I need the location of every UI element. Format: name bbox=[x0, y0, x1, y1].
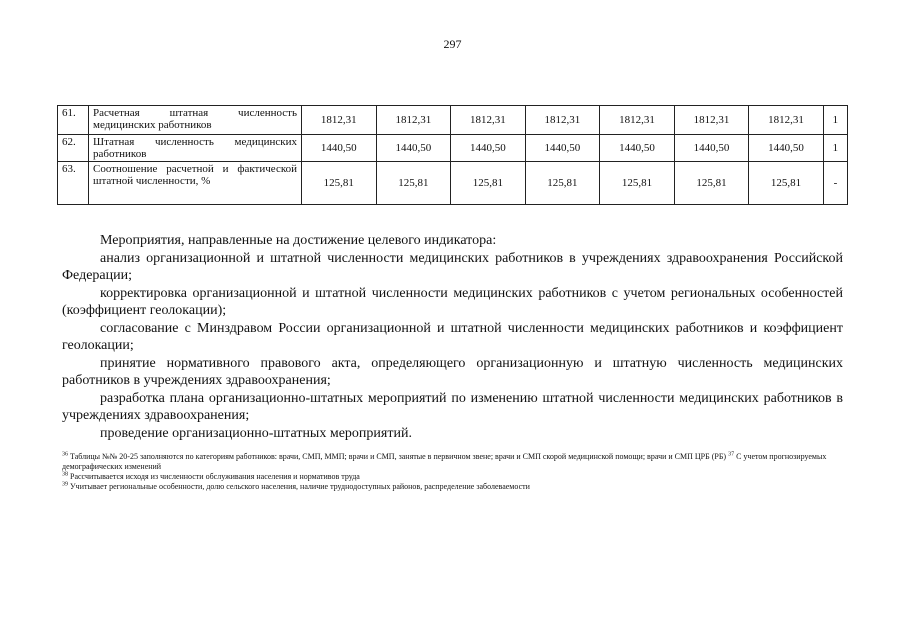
table-cell: 1440,50 bbox=[749, 135, 824, 162]
table-cell: 1440,50 bbox=[451, 135, 526, 162]
footnote-mark: 37 bbox=[728, 451, 735, 458]
table-cell: 1812,31 bbox=[525, 106, 600, 135]
table-cell: 125,81 bbox=[525, 162, 600, 205]
footnote-text: Учитывает региональные особенности, долю сельского населения, наличие труднодоступных районов, распределение заболеваемости bbox=[70, 482, 530, 491]
paragraph: принятие нормативного правового акта, определяющего организационную и штатную численность медицинских работников в учреждениях здравоохранения; bbox=[62, 355, 843, 388]
table-cell: 1812,31 bbox=[302, 106, 377, 135]
row-name: Соотношение расчетной и фактической штатной численности, % bbox=[89, 162, 302, 205]
table-row bbox=[58, 106, 848, 135]
table-cell: 1812,31 bbox=[674, 106, 749, 135]
measures-text bbox=[62, 232, 843, 442]
table-cell: 1812,31 bbox=[600, 106, 675, 135]
table-cell: 125,81 bbox=[600, 162, 675, 205]
table-row bbox=[58, 162, 848, 205]
page-number: 297 bbox=[443, 37, 462, 51]
footnote-mark: 38 bbox=[62, 471, 68, 478]
row-name: Расчетная штатная численность медицинских работников bbox=[89, 106, 302, 135]
row-name: Штатная численность медицинских работников bbox=[89, 135, 302, 162]
table-cell: 1440,50 bbox=[525, 135, 600, 162]
paragraph: корректировка организационной и штатной численности медицинских работников с учетом региональных особенностей (коэффициент геолокации); bbox=[62, 285, 843, 318]
table-cell: 1812,31 bbox=[376, 106, 451, 135]
paragraph: анализ организационной и штатной численности медицинских работников в учреждениях здравоохранения Российской Федерации; bbox=[62, 250, 843, 283]
paragraph: согласование с Минздравом России организационной и штатной численности медицинских работников и коэффициент геолокации; bbox=[62, 320, 843, 353]
table-cell: 1440,50 bbox=[302, 135, 377, 162]
row-number: 61. bbox=[58, 106, 89, 135]
footnotes bbox=[62, 452, 843, 492]
footnote-mark: 36 bbox=[62, 451, 68, 458]
table-cell: 125,81 bbox=[749, 162, 824, 205]
indicator-table bbox=[57, 105, 848, 205]
footnote-text: Рассчитывается исходя из численности обслуживания населения и нормативов труда bbox=[70, 472, 360, 481]
footnote bbox=[62, 472, 843, 482]
table-cell: 1812,31 bbox=[749, 106, 824, 135]
table-cell: 1440,50 bbox=[376, 135, 451, 162]
table-cell: 125,81 bbox=[376, 162, 451, 205]
table-cell: 1 bbox=[823, 106, 847, 135]
table-row bbox=[58, 135, 848, 162]
footnote bbox=[62, 452, 843, 472]
table-cell: - bbox=[823, 162, 847, 205]
paragraph: Мероприятия, направленные на достижение целевого индикатора: bbox=[100, 233, 497, 248]
table-cell: 1 bbox=[823, 135, 847, 162]
footnote-mark: 39 bbox=[62, 481, 68, 488]
footnote-text: С учетом прогнозируемых демографических изменений bbox=[62, 452, 827, 471]
table-cell: 125,81 bbox=[674, 162, 749, 205]
table-cell: 125,81 bbox=[302, 162, 377, 205]
table-cell: 125,81 bbox=[451, 162, 526, 205]
paragraph: проведение организационно-штатных мероприятий. bbox=[100, 425, 412, 441]
table-cell: 1440,50 bbox=[600, 135, 675, 162]
paragraph: разработка плана организационно-штатных мероприятий по изменению штатной численности медицинских работников в учреждениях здравоохранения; bbox=[62, 390, 843, 423]
footnote bbox=[62, 482, 843, 492]
row-number: 63. bbox=[58, 162, 89, 205]
row-number: 62. bbox=[58, 135, 89, 162]
table-cell: 1440,50 bbox=[674, 135, 749, 162]
footnote-text: Таблицы №№ 20-25 заполняются по категориям работников: врачи, СМП, ММП; врачи и СМП, занятые в первичном звене; врачи и СМП скорой медицинской помощи; врачи и СМП ЦРБ (РБ) bbox=[70, 452, 727, 461]
table-cell: 1812,31 bbox=[451, 106, 526, 135]
